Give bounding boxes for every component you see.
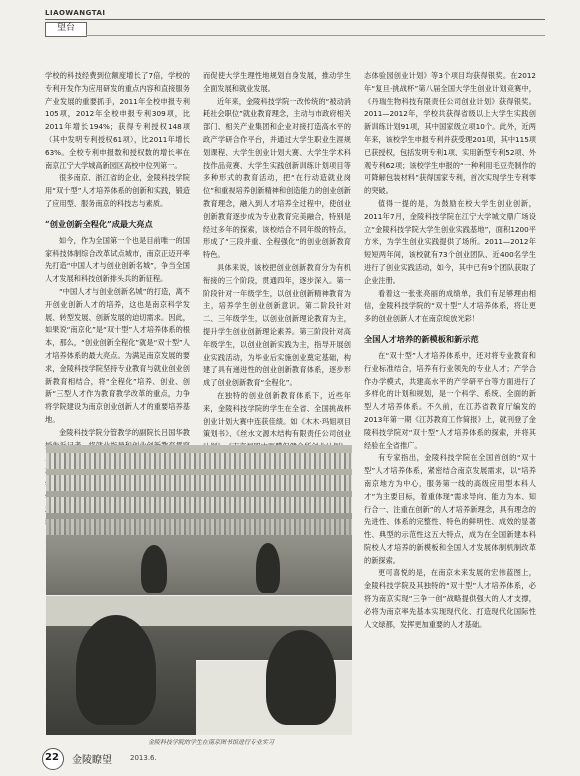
article-paragraph: 看着这一张张亮丽的成绩单，我们有足够理由相信，金陵科技学院的“双十型”人才培养体系，将让更多的创业创新人才在南京绽放光彩！ <box>364 288 536 324</box>
article-paragraph: 学校的科技经费到位额度增长了7倍，学校的专利开发作为应用研发的重点内容和直接服务产业发展的重要抓手，2011年全校申报专利105项，2012年全校申报专利309项，比2011年增长194%；获得专利授权148项（其中发明专利授权61项），比2011年增长63%。全校专利申报数和授权数的增长率在南京江宁大学城高新园区高校中位列第一。 <box>45 71 190 170</box>
footer-magazine-title: 金陵瞭望 <box>72 755 112 766</box>
header-magazine-en: LIAOWANGTAI <box>45 9 106 17</box>
page-number: 22 <box>45 752 59 763</box>
article-photo <box>46 445 352 735</box>
header-rule-secondary <box>86 35 545 36</box>
article-paragraph: 很多南京、浙江省的企业，金陵科技学院用“双十型”人才培养体系的创新和实践，锻造了应用型、服务南京的科技志与素质。 <box>45 173 190 208</box>
article-paragraph: 值得一提的是，为鼓励在校大学生创业创新，2011年7月，金陵科技学院在江宁大学城文鼎广场设立“金陵科技学院大学生创业实践基地”，面积1200平方米，为学生创业实践提供了场所。2011—2012年短短两年间，该校就有73个创业团队、近400名学生进行了创业实践活动，如今，其中已有9个团队获取了企业注册。 <box>364 198 536 285</box>
article-column-3 <box>364 70 536 631</box>
article-paragraph: 更可喜悦的是，在南京未来发展的宏伟蓝图上，金陵科技学院及其独特的“双十型”人才培养体系，必将为南京实现“三争一创”战略提供强大的人才支撑，必将为南京率先基本实现现代化、打造现代化国际性人文绿都，发挥更加重要的人才基础。 <box>364 568 536 629</box>
header-section-label: 望台 <box>57 23 76 33</box>
footer-issue-date: 2013.6. <box>130 754 157 762</box>
photo-bookshelf <box>46 475 352 491</box>
section-heading: “创业创新全程化”成最大亮点 <box>45 218 153 229</box>
article-paragraph: 近年来，金陵科技学院一改传统的“被动消耗社会职位”就业教育理念，主动与市政府相关部门、相关产业集团和企业对接打造高水平的政产学研合作平台，并通过大学生职业生涯规划课程、大学生创业计划大赛、大学生学术科技作品竞赛、大学生实践创新训练计划项目等多种形式的教育活动，把“在行动造就业岗位”和重视培养创新精神和创造能力的创业创新教育理念，融入到人才培养全过程中，使创业创新教育逐步成为专业教育完美融合，特别是经过多年的探索，该校结合不同年级的特点，形成了“三段并重、全程强化”的创业创新教育特色。 <box>203 96 351 260</box>
photo-person <box>76 615 156 725</box>
article-paragraph: 而促使大学生理性地规划自身发展，推动学生全面发展和就业发展。 <box>203 71 351 93</box>
article-paragraph: “中国人才与创业创新名城”的打造，离不开创业创新人才的培养，这也是南京科学发展、转型发展、创新发展的迫切需求。因此，如果说“南京化”是“双十型”人才培养体系的根本，那么，“创业创新全程化”就是“双十型”人才培养体系的最大亮点。为满足南京发展的要求，金陵科技学院坚持专业教育与就业创业创新教育相结合，将“全程化”培养、创业、创新“三型人才作为教育教学改革的重点，力争将学院建设为南京创业创新人才的重要培养基地。 <box>45 286 190 424</box>
article-paragraph: 在“双十型”人才培养体系中，还对将专业教育和行业标准结合，培养有行业领先的专业人才；产学合作办学模式，共建高水平的产学研平台等方面进行了多样化的计划和规划，是一个科学、系统、全面的新型人才培养体系。不久前，在江苏省教育厅编发的2013年第一期《江苏教育工作简报》上，就刊登了金陵科技学院对“双十型”人才培养体系的探索，并将其经验在全省推广。 <box>364 350 536 450</box>
photo-person <box>256 543 280 593</box>
photo-bookshelf <box>46 519 352 535</box>
article-paragraph: 态体验园创业计划》等3个项目均获得银奖。在2012年“复旦·挑战杯”第八届全国大学生创业计划竞赛中，《丹瑞生物科技有限责任公司创业计划》获得银奖。2011—2012年，学校共获得省级以上大学生实践创新训练计划91项，其中国家级立项10个。此外，近两年来，该校学生申报专利并获受理201项，其中115项已获授权，包括发明专利1项、实用新型专利52项、外观专利62项；该校学生申报的“一种利用毛豆壳制作的可降解包装材料”获得国家专利，首次实现学生专利零的突破。 <box>364 71 536 196</box>
photo-bookshelf <box>46 453 352 469</box>
photo-person <box>266 630 336 725</box>
header-rule <box>45 19 545 20</box>
photo-caption: 金陵科技学院的学生在南京图书馆进行专业实习 <box>148 739 275 746</box>
photo-bookshelf <box>46 497 352 513</box>
photo-desk <box>46 595 352 626</box>
article-paragraph: 在独特的创业创新教育体系下，近些年来，金陵科技学院的学生在全省、全国挑战杯创业计划大赛中连获佳绩。如《木木·玛姐项目策划书》、《丝水文源木结构有限责任公司创业 <box>203 390 351 439</box>
article-paragraph: 有专家指出，金陵科技学院在全国首创的“双十型”人才培养体系，紧密结合南京发展需求，以“培养南京地方为中心，服务第一线的高级应用型本科人才”为主要目标，着重体现“需求导向、能力为本、知行合一、注重在创新”的人才培养新理念，具有理念的先进性、体系的完整性、特色的鲜明性、成效的显著性、典型的示范性这五大特点，成为在全国新建本科院校人才培养的新模板和全国人才发展体制机制改革的新探索。 <box>364 453 536 565</box>
article-paragraph: 如今，作为全国第一个也是目前唯一的国家科技体制综合改革试点城市，南京正迈开率先打造“中国人才与创业创新名城”，争当全国人才发展和科技创新排头兵的新征程。 <box>45 235 190 284</box>
section-heading: 全国人才培养的新模板和新示范 <box>364 333 479 344</box>
article-paragraph: 金陵科技学院分管教学的副院长吕国华教 <box>59 427 190 437</box>
article-paragraph: 具体来说，该校把创业创新教育分为有机衔接的三个阶段，贯通四年，逐步深入。第一阶段针对一年级学生，以创业创新精神教育为主，培养学生创业创新意识。第二阶段针对二、三年级学生，以创业创新理论教育为主，提升学生创业创新理论素养。第三阶段针对高年级学生，以创业创新实践为主，指导开展创业实践活动，为毕业后实施创业奠定基础，构建了具有递进性的创业创新教育体系，逐步形成了创业创新教育“全程化”。 <box>203 262 351 388</box>
photo-person <box>141 545 167 593</box>
